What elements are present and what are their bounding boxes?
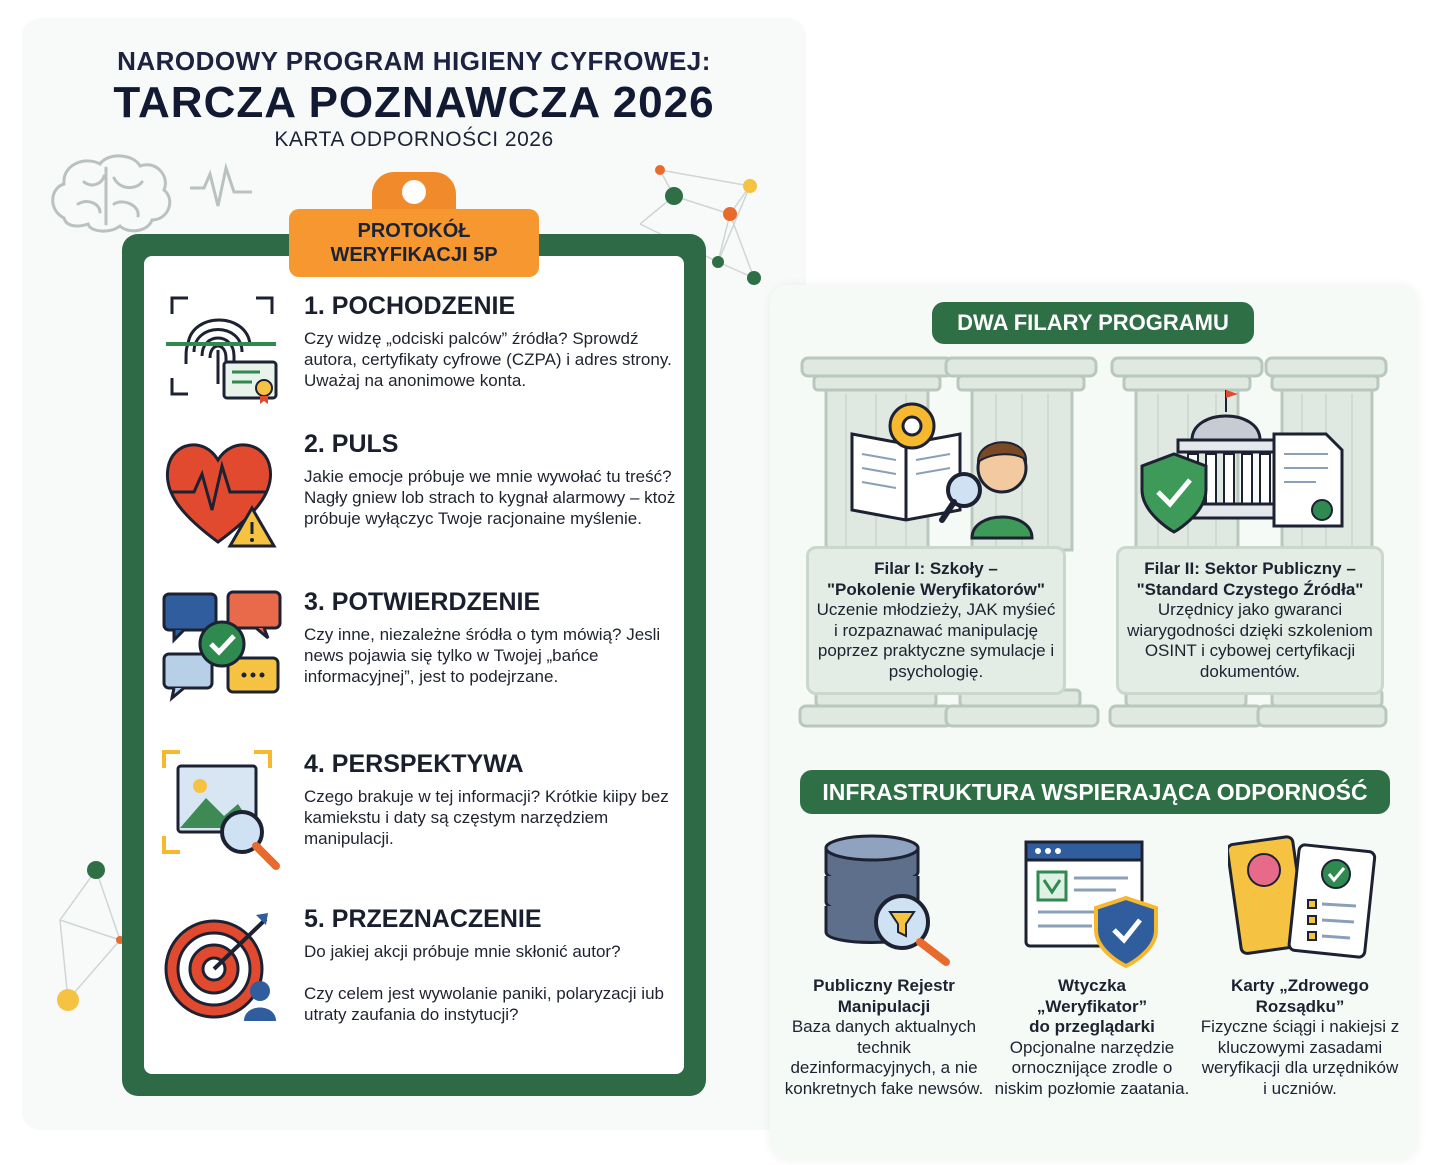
fingerprint-icon <box>160 292 282 414</box>
pillar-1-title: Filar I: Szkoły – <box>874 559 998 578</box>
pillar-1-text: Uczenie młodzieży, JAK myśieć i rozpaznawać manipulację poprzez praktyczne symulacje i psychologię. <box>816 600 1056 681</box>
pillar-2-title: Filar II: Sektor Publiczny – <box>1144 559 1356 578</box>
step-perspektywa <box>160 750 680 870</box>
infra-registry-title: Publiczny Rejestr Manipulacji <box>813 976 955 1016</box>
step-title: 1. POCHODZENIE <box>304 292 516 320</box>
main-title: TARCZA POZNAWCZA 2026 <box>113 78 715 127</box>
step-przeznaczenie <box>160 905 680 1065</box>
step-text: Czego brakuje w tej informacji? Krótkie kiipy bez kamiekstu i daty są częstym narzędziem manipulacji. <box>304 787 669 848</box>
target-icon <box>160 909 282 1031</box>
infra-registry-text: Baza danych aktualnych technik dezinformacyjnych, a nie konkretnych fake newsów. <box>784 1017 984 1098</box>
pillars-heading: DWA FILARY PROGRAMU <box>932 302 1254 344</box>
step-text: Jakie emocje próbuje we mnie wywołać tu treść? Nagły gniew lob strach to kygnał alarmowy – ktoż próbuje wyłączyc Twoje racjonaine myślenie. <box>304 467 676 528</box>
infra-plugin-title-1: Wtyczka <box>1057 976 1127 995</box>
infrastructure-heading: INFRASTRUKTURA WSPIERAJĄCA ODPORNOŚĆ <box>800 770 1390 814</box>
infra-cards <box>1200 976 1400 1099</box>
step-title: 5. PRZEZNACZENIE <box>304 905 542 933</box>
brain-icon <box>44 148 254 238</box>
step-puls <box>160 430 680 550</box>
step-potwierdzenie <box>160 588 680 708</box>
image-magnifier-icon <box>160 750 282 872</box>
document-icon <box>1274 434 1342 526</box>
pillar-2-card <box>1116 546 1384 695</box>
browser-shield-icon <box>1022 840 1172 970</box>
program-title: NARODOWY PROGRAM HIGIENY CYFROWEJ: <box>117 46 711 76</box>
infra-cards-text: Fizyczne ściągi i nakiejsi z kluczowymi zasadami weryfikacji dla urzędników i uczniów. <box>1200 1017 1400 1098</box>
infra-plugin <box>992 976 1192 1099</box>
pillar-1-subtitle: "Pokolenie Weryfikatorów" <box>827 579 1045 599</box>
step-pochodzenie <box>160 292 680 412</box>
database-filter-icon <box>818 832 958 968</box>
pillar-1-card <box>806 546 1066 695</box>
heart-pulse-icon <box>160 430 282 552</box>
step-title: 2. PULS <box>304 430 399 458</box>
infra-cards-title: Karty „Zdrowego Rozsądku” <box>1231 976 1369 1016</box>
chat-bubbles-icon <box>160 588 282 710</box>
infra-plugin-title-2: „Weryfikator” <box>1036 996 1148 1016</box>
infra-plugin-title-3: do przeglądarki <box>1029 1017 1155 1036</box>
infra-plugin-text: Opcjonalne narzędzie ornocznijące zrodle o niskim pozłomie zaatania. <box>994 1037 1190 1098</box>
step-text-2: Czy celem jest wywolanie paniki, polaryzacji iub utraty zaufania do instytucji? <box>304 984 664 1024</box>
step-text: Do jakiej akcji próbuje mnie skłonić autor? <box>304 942 621 961</box>
step-title: 3. POTWIERDZENIE <box>304 588 541 616</box>
infra-registry <box>784 976 984 1099</box>
step-text: Czy inne, niezależne śródła o tym mówią? Jesli news pojawia się tylko w Twojej „bańce informacyjnej”, jest to podejrzane. <box>304 625 661 686</box>
subtitle: KARTA ODPORNOŚCI 2026 <box>274 128 554 151</box>
step-title: 4. PERSPEKTYWA <box>304 750 524 778</box>
protocol-tag: PROTOKÓŁ WERYFIKACJI 5P <box>289 209 539 277</box>
pillar-2-text: Urzędnicy jako gwaranci wiarygodności dzięki szkoleniom OSINT i cybowej certyfikacji dokumentów. <box>1127 600 1373 681</box>
cards-brain-icon <box>1228 830 1378 960</box>
step-text: Czy widzę „odciski palców” źródła? Sprowdź autora, certyfikaty cyfrowe (CZPA) i adres strony. Uważaj na anonimowe konta. <box>304 329 672 390</box>
pillar-2-subtitle: "Standard Czystego Źródła" <box>1136 579 1364 599</box>
